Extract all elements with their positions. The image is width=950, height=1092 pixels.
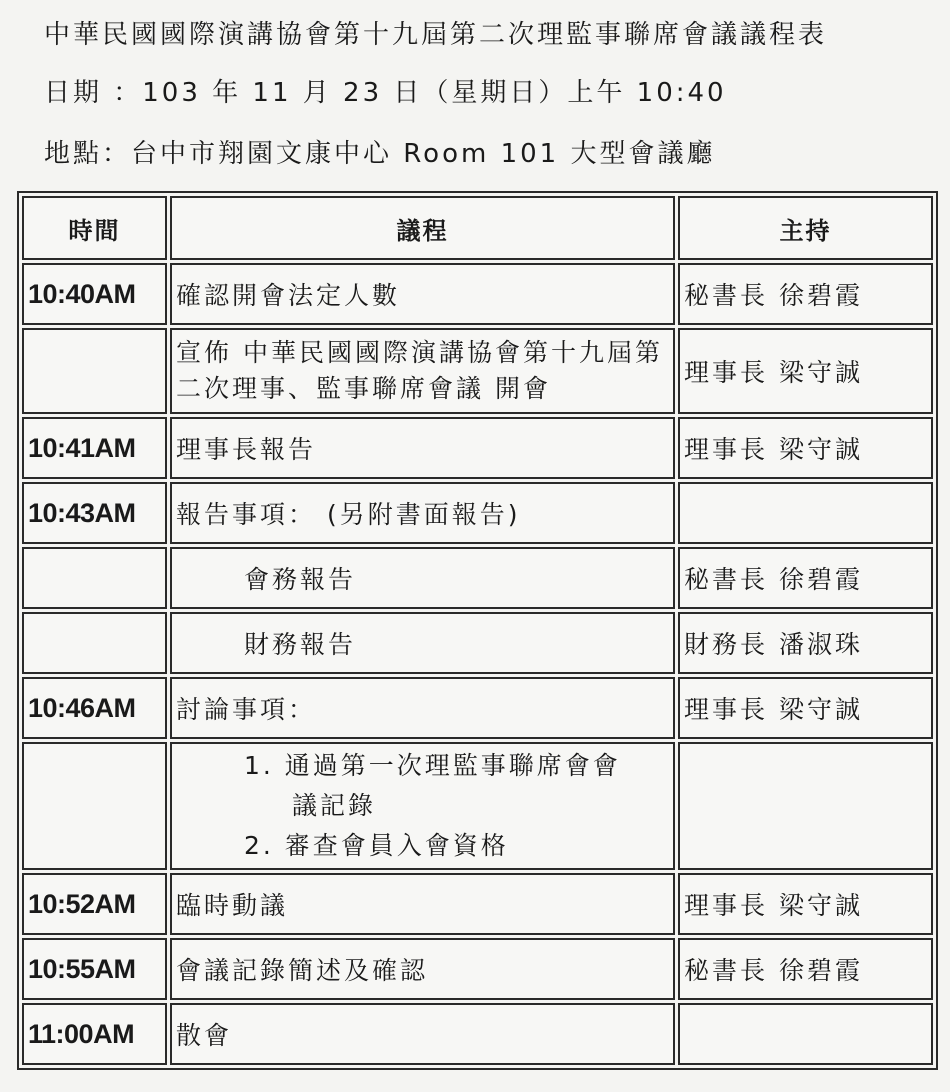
row-item: 確認開會法定人數 <box>170 263 675 325</box>
row-host: 理事長 梁守誠 <box>678 873 933 935</box>
table-header-row <box>22 196 933 260</box>
column-header-host: 主持 <box>678 196 933 260</box>
row-time <box>22 547 167 609</box>
meeting-location: 地點：台中市翔園文康中心 Room 101 大型會議廳 <box>44 139 716 169</box>
table-row <box>22 1003 933 1065</box>
row-host: 理事長 梁守誠 <box>678 417 933 479</box>
table-row <box>22 547 933 609</box>
table-row <box>22 263 933 325</box>
row-host: 秘書長 徐碧霞 <box>678 263 933 325</box>
row-item: 會務報告 <box>170 547 675 609</box>
column-header-time: 時間 <box>22 196 167 260</box>
row-host: 理事長 梁守誠 <box>678 328 933 414</box>
row-time: 10:46AM <box>22 677 167 739</box>
list-item: 2. 審查會員入會資格 <box>244 831 509 860</box>
row-host: 財務長 潘淑珠 <box>678 612 933 674</box>
agenda-table <box>17 191 938 1070</box>
row-host <box>678 1003 933 1065</box>
row-host: 秘書長 徐碧霞 <box>678 547 933 609</box>
row-item: 理事長報告 <box>170 417 675 479</box>
row-time <box>22 612 167 674</box>
row-item: 會議記錄簡述及確認 <box>170 938 675 1000</box>
list-item: 1. 通過第一次理監事聯席會會 <box>244 751 621 780</box>
agenda-title: 中華民國國際演講協會第十九屆第二次理監事聯席會議議程表 <box>44 20 828 50</box>
row-item-list <box>170 742 675 870</box>
column-header-agenda: 議程 <box>170 196 675 260</box>
table-row <box>22 612 933 674</box>
row-item: 宣佈 中華民國國際演講協會第十九屆第二次理事、監事聯席會議 開會 <box>170 328 675 414</box>
row-item: 財務報告 <box>170 612 675 674</box>
row-item: 臨時動議 <box>170 873 675 935</box>
row-item: 討論事項： <box>170 677 675 739</box>
table-row <box>22 742 933 870</box>
row-time: 10:43AM <box>22 482 167 544</box>
row-time: 10:40AM <box>22 263 167 325</box>
table-row <box>22 873 933 935</box>
row-time <box>22 328 167 414</box>
table-row <box>22 417 933 479</box>
row-time: 10:55AM <box>22 938 167 1000</box>
row-time: 10:41AM <box>22 417 167 479</box>
row-item: 散會 <box>170 1003 675 1065</box>
row-time <box>22 742 167 870</box>
meeting-date: 日期 ：103 年 11 月 23 日（星期日）上午 10:40 <box>44 78 727 108</box>
table-row <box>22 677 933 739</box>
row-host: 秘書長 徐碧霞 <box>678 938 933 1000</box>
table-row <box>22 938 933 1000</box>
row-host <box>678 482 933 544</box>
row-host <box>678 742 933 870</box>
row-host: 理事長 梁守誠 <box>678 677 933 739</box>
row-item: 報告事項： (另附書面報告) <box>170 482 675 544</box>
row-time: 11:00AM <box>22 1003 167 1065</box>
row-time: 10:52AM <box>22 873 167 935</box>
table-row <box>22 482 933 544</box>
table-row <box>22 328 933 414</box>
list-item-continuation: 議記錄 <box>292 791 377 820</box>
